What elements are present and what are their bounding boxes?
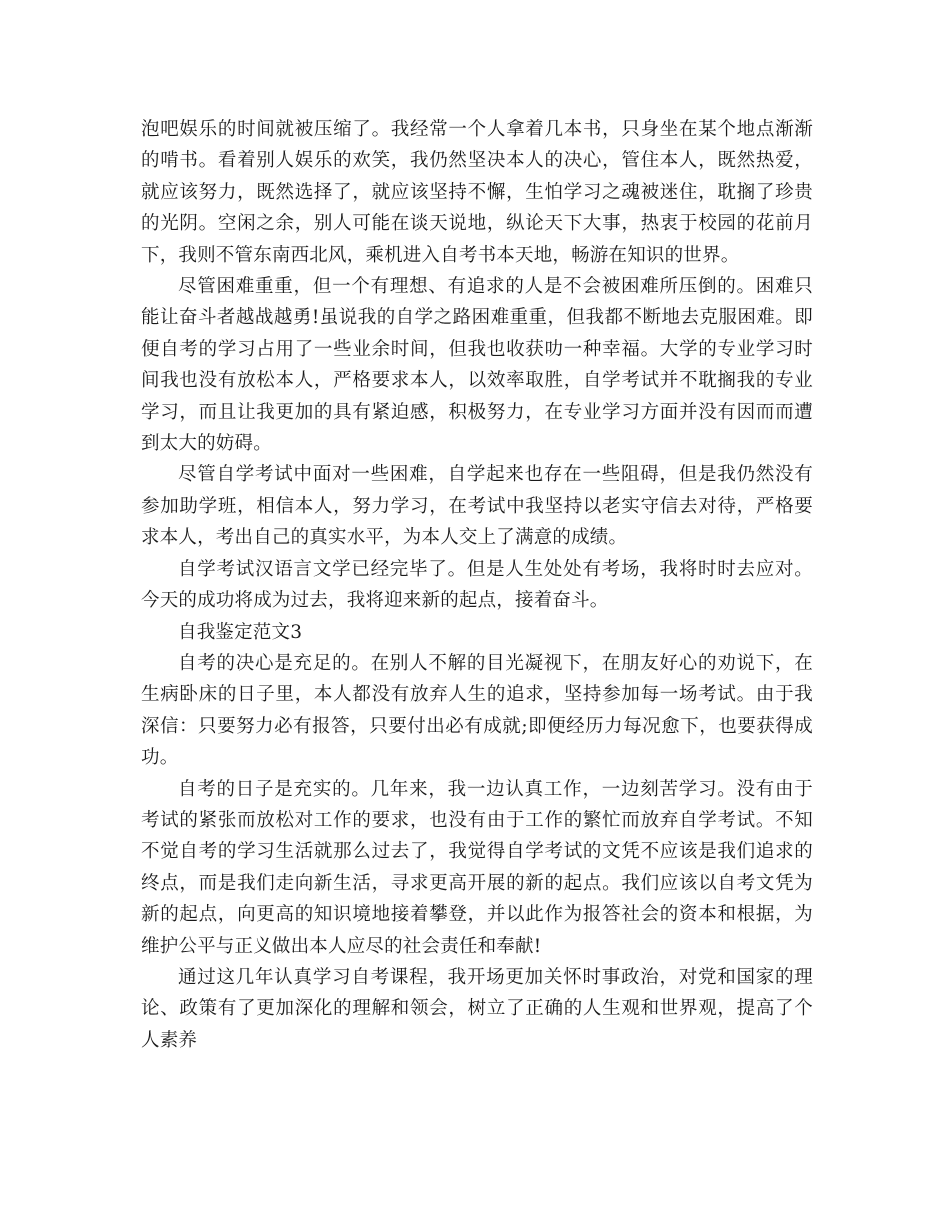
paragraph-1: 泡吧娱乐的时间就被压缩了。我经常一个人拿着几本书，只身坐在某个地点渐渐的啃书。看着别人娱乐的欢笑，我仍然坚决本人的决心，管住本人，既然热爱，就应该努力，既然选择了，就应该坚持不懈，生怕学习之魂被迷住，耽搁了珍贵的光阴。空闲之余，别人可能在谈天说地，纵论天下大事，热衷于校园的花前月下，我则不管东南西北风，乘机进入自考书本天地，畅游在知识的世界。: [141, 119, 813, 266]
paragraph-2: 尽管困难重重，但一个有理想、有追求的人是不会被困难所压倒的。困难只能让奋斗者越战越勇!虽说我的自学之路困难重重，但我都不断地去克服困难。即便自考的学习占用了一些业余时间，但我也收获叻一种幸福。大学的专业学习时间我也没有放松本人，严格要求本人，以效率取胜，自学考试并不耽搁我的专业学习，而且让我更加的具有紧迫感，积极努力，在专业学习方面并没有因而而遭到太大的妨碍。: [141, 276, 813, 455]
section-heading: 自我鉴定范文3: [178, 621, 303, 643]
paragraph-5: 自考的决心是充足的。在别人不解的目光凝视下，在朋友好心的劝说下，在生病卧床的日子里，本人都没有放弃人生的追求，坚持参加每一场考试。由于我深信：只要努力必有报答，只要付出必有成就;即便经历力每况愈下，也要获得成功。: [141, 652, 813, 769]
paragraph-6: 自考的日子是充实的。几年来，我一边认真工作，一边刻苦学习。没有由于考试的紧张而放松对工作的要求，也没有由于工作的繁忙而放弃自学考试。不知不觉自考的学习生活就那么过去了，我觉得自学考试的文凭不应该是我们追求的终点，而是我们走向新生活，寻求更高开展的新的起点。我们应该以自考文凭为新的起点，向更高的知识境地接着攀登，并以此作为报答社会的资本和根据，为维护公平与正义做出本人应尽的社会责任和奉献!: [141, 778, 813, 957]
paragraph-7: 通过这几年认真学习自考课程，我开场更加关怀时事政治，对党和国家的理论、政策有了更加深化的理解和领会，树立了正确的人生观和世界观，提高了个人素养: [141, 966, 813, 1051]
document-body: [141, 114, 813, 1056]
paragraph-3: 尽管自学考试中面对一些困难，自学起来也存在一些阻碍，但是我仍然没有参加助学班，相信本人，努力学习，在考试中我坚持以老实守信去对待，严格要求本人，考出自己的真实水平，为本人交上了满意的成绩。: [141, 464, 813, 549]
paragraph-4: 自学考试汉语言文学已经完毕了。但是人生处处有考场，我将时时去应对。今天的成功将成为过去，我将迎来新的起点，接着奋斗。: [141, 558, 813, 612]
